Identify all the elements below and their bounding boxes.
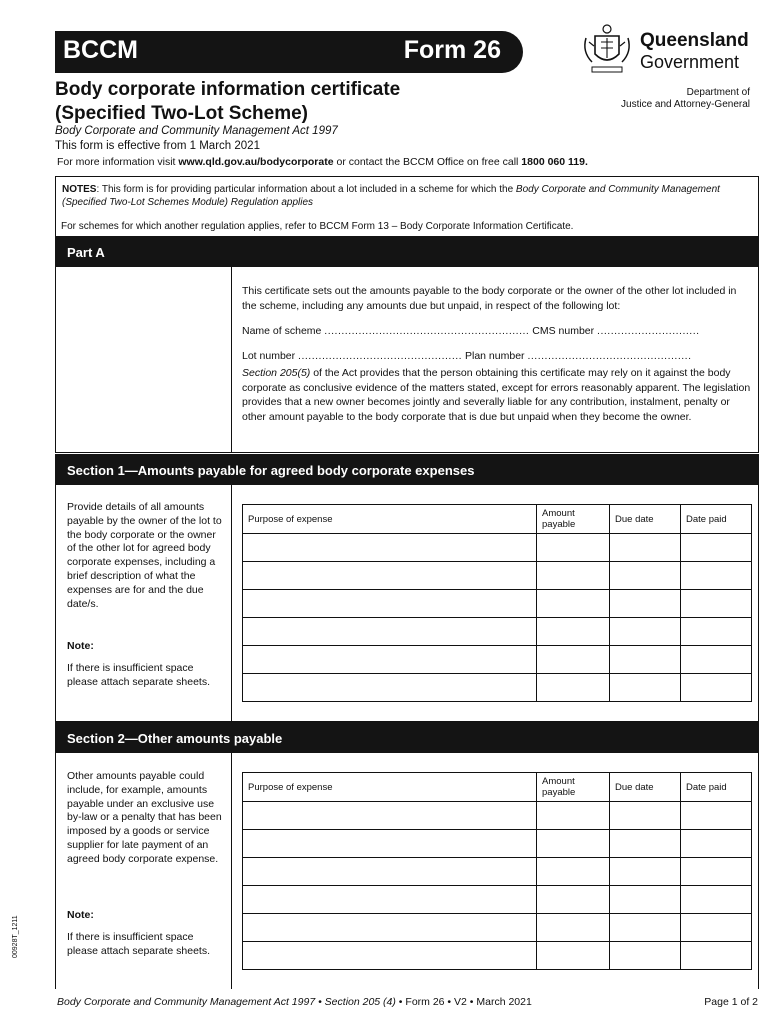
due-date-cell[interactable] bbox=[610, 618, 681, 646]
logo-queensland: Queensland bbox=[640, 30, 749, 51]
section-205-ref: Section 205(5) bbox=[242, 367, 311, 379]
phone-number: 1800 060 119. bbox=[521, 156, 588, 168]
logo-government: Government bbox=[640, 52, 740, 72]
plan-number-field[interactable]: ................................................ bbox=[527, 350, 692, 362]
amount-cell[interactable] bbox=[537, 618, 610, 646]
form-header-bar bbox=[55, 31, 523, 73]
bccm-label: BCCM bbox=[63, 36, 138, 64]
notes-plain: : This form is for providing particular information about a lot included in a scheme for which the bbox=[96, 184, 516, 195]
section-1-heading: Section 1—Amounts payable for agreed body corporate expenses bbox=[55, 454, 759, 485]
effective-prefix: This form is effective from bbox=[55, 140, 187, 152]
department-line-2: Justice and Attorney-General bbox=[621, 99, 750, 110]
table-row bbox=[243, 886, 752, 914]
section-2-description: Other amounts payable could include, for example, amounts payable under an exclusive use by-law or a penalty that has been imposed by a goods or service supplier for late payment of an agreed body corporate expense. bbox=[67, 770, 222, 865]
date-paid-cell[interactable] bbox=[681, 802, 752, 830]
qld-government-logo bbox=[580, 22, 752, 76]
table-row bbox=[243, 942, 752, 970]
due-date-cell[interactable] bbox=[610, 858, 681, 886]
part-a-intro: This certificate sets out the amounts payable to the body corporate or the owner of the other lot included in the scheme, including any amounts due but unpaid, in respect of the following lot: bbox=[242, 285, 737, 312]
form-title bbox=[55, 78, 400, 126]
notes-box bbox=[55, 176, 759, 236]
amount-cell[interactable] bbox=[537, 886, 610, 914]
amount-cell[interactable] bbox=[537, 858, 610, 886]
section-205-note bbox=[242, 366, 752, 424]
due-date-cell[interactable] bbox=[610, 914, 681, 942]
date-paid-cell[interactable] bbox=[681, 534, 752, 562]
date-paid-cell[interactable] bbox=[681, 674, 752, 702]
amount-cell[interactable] bbox=[537, 590, 610, 618]
amount-cell[interactable] bbox=[537, 646, 610, 674]
section-1-note-text: If there is insufficient space please attach separate sheets. bbox=[67, 662, 211, 688]
footer-reference bbox=[57, 996, 532, 1008]
lot-number-label: Lot number bbox=[242, 350, 296, 362]
notes-other-regulation: For schemes for which another regulation applies, refer to BCCM Form 13 – Body Corporate Information Certificate. bbox=[61, 221, 574, 232]
due-date-cell[interactable] bbox=[610, 534, 681, 562]
footer-form-ref: • Form 26 • V2 • March 2021 bbox=[395, 996, 532, 1008]
part-a-heading: Part A bbox=[55, 236, 759, 267]
table-row bbox=[243, 534, 752, 562]
col-due-date: Due date bbox=[610, 505, 681, 534]
more-info-prefix: For more information visit bbox=[57, 156, 176, 168]
effective-date bbox=[55, 140, 260, 152]
col-amount-payable: Amount payable bbox=[537, 773, 610, 802]
purpose-cell[interactable] bbox=[243, 562, 537, 590]
qld-crest-icon bbox=[580, 22, 634, 76]
purpose-cell[interactable] bbox=[243, 802, 537, 830]
more-info bbox=[57, 156, 588, 168]
date-paid-cell[interactable] bbox=[681, 914, 752, 942]
col-date-paid: Date paid bbox=[681, 505, 752, 534]
section-1-note-label: Note: bbox=[67, 640, 94, 652]
purpose-cell[interactable] bbox=[243, 914, 537, 942]
amount-cell[interactable] bbox=[537, 914, 610, 942]
date-paid-cell[interactable] bbox=[681, 886, 752, 914]
col-due-date: Due date bbox=[610, 773, 681, 802]
section-2-table bbox=[242, 772, 752, 970]
table-row bbox=[243, 674, 752, 702]
effective-date-value: 1 March 2021 bbox=[189, 140, 260, 152]
date-paid-cell[interactable] bbox=[681, 562, 752, 590]
part-a-box bbox=[55, 267, 759, 453]
col-purpose: Purpose of expense bbox=[243, 505, 537, 534]
section-1-left-column bbox=[56, 485, 232, 721]
department-line-1: Department of bbox=[686, 87, 750, 98]
lot-number-field[interactable]: ................................................ bbox=[298, 350, 463, 362]
website-link[interactable]: www.qld.gov.au/bodycorporate bbox=[178, 156, 334, 168]
footer-act-ref: Body Corporate and Community Management Act 1997 • Section 205 (4) bbox=[57, 996, 396, 1008]
table-header-row bbox=[243, 505, 752, 534]
date-paid-cell[interactable] bbox=[681, 858, 752, 886]
amount-cell[interactable] bbox=[537, 562, 610, 590]
due-date-cell[interactable] bbox=[610, 674, 681, 702]
table-header-row bbox=[243, 773, 752, 802]
notes-text bbox=[62, 183, 752, 209]
date-paid-cell[interactable] bbox=[681, 618, 752, 646]
plan-number-label: Plan number bbox=[465, 350, 525, 362]
amount-cell[interactable] bbox=[537, 830, 610, 858]
cms-number-field[interactable]: .............................. bbox=[597, 325, 700, 337]
title-line-1: Body corporate information certificate bbox=[55, 79, 401, 100]
due-date-cell[interactable] bbox=[610, 886, 681, 914]
page-number: Page 1 of 2 bbox=[704, 996, 758, 1008]
section-2-left-column bbox=[56, 753, 232, 989]
table-row bbox=[243, 830, 752, 858]
due-date-cell[interactable] bbox=[610, 942, 681, 970]
more-info-mid: or contact the BCCM Office on free call bbox=[336, 156, 519, 168]
part-a-left-column bbox=[56, 267, 232, 452]
notes-regulation: Body Corporate and Community Management (Specified Two-Lot Schemes Module) Regulation applies bbox=[62, 184, 720, 208]
purpose-cell[interactable] bbox=[243, 646, 537, 674]
amount-cell[interactable] bbox=[537, 802, 610, 830]
purpose-cell[interactable] bbox=[243, 830, 537, 858]
date-paid-cell[interactable] bbox=[681, 590, 752, 618]
amount-cell[interactable] bbox=[537, 674, 610, 702]
purpose-cell[interactable] bbox=[243, 674, 537, 702]
date-paid-cell[interactable] bbox=[681, 646, 752, 674]
due-date-cell[interactable] bbox=[610, 646, 681, 674]
purpose-cell[interactable] bbox=[243, 858, 537, 886]
section-2-box bbox=[55, 753, 759, 989]
section-205-text: of the Act provides that the person obtaining this certificate may rely on it against the body corporate as conclusive evidence of the matters stated, except for errors reasonably apparent. The legislation provides that a new owner becomes jointly and severally liable for any contribution, instalment, penalty or other amount payable to the body corporate that is due but unpaid when they become the owner. bbox=[242, 367, 751, 423]
amount-cell[interactable] bbox=[537, 534, 610, 562]
form-number: Form 26 bbox=[403, 36, 501, 64]
section-1-description: Provide details of all amounts payable by the owner of the lot to the body corporate or the owner of the other lot for agreed body corporate expenses, including a brief description of what the expenses are for and the due date/s. bbox=[67, 501, 222, 610]
table-row bbox=[243, 590, 752, 618]
purpose-cell[interactable] bbox=[243, 886, 537, 914]
date-paid-cell[interactable] bbox=[681, 942, 752, 970]
due-date-cell[interactable] bbox=[610, 830, 681, 858]
section-2-heading: Section 2—Other amounts payable bbox=[55, 722, 759, 753]
form-code: 00928T_1211 bbox=[12, 915, 19, 958]
table-row bbox=[243, 562, 752, 590]
section-1-table bbox=[242, 504, 752, 702]
name-of-scheme-field[interactable]: ............................................................ bbox=[324, 325, 530, 337]
section-2-note-text: If there is insufficient space please attach separate sheets. bbox=[67, 931, 211, 957]
table-row bbox=[243, 802, 752, 830]
col-date-paid: Date paid bbox=[681, 773, 752, 802]
purpose-cell[interactable] bbox=[243, 618, 537, 646]
due-date-cell[interactable] bbox=[610, 562, 681, 590]
scheme-row bbox=[242, 324, 752, 339]
amount-cell[interactable] bbox=[537, 942, 610, 970]
title-line-2: (Specified Two-Lot Scheme) bbox=[55, 103, 309, 124]
purpose-cell[interactable] bbox=[243, 534, 537, 562]
notes-label: NOTES bbox=[62, 184, 97, 195]
table-row bbox=[243, 858, 752, 886]
table-row bbox=[243, 646, 752, 674]
table-row bbox=[243, 914, 752, 942]
date-paid-cell[interactable] bbox=[681, 830, 752, 858]
cms-number-label: CMS number bbox=[532, 325, 595, 337]
department-name bbox=[621, 87, 750, 111]
section-2-note-label: Note: bbox=[67, 909, 94, 921]
purpose-cell[interactable] bbox=[243, 942, 537, 970]
due-date-cell[interactable] bbox=[610, 802, 681, 830]
table-row bbox=[243, 618, 752, 646]
section-1-box bbox=[55, 485, 759, 722]
name-of-scheme-label: Name of scheme bbox=[242, 325, 322, 337]
act-name: Body Corporate and Community Management Act 1997 bbox=[55, 125, 338, 137]
due-date-cell[interactable] bbox=[610, 590, 681, 618]
lot-row bbox=[242, 349, 752, 364]
col-amount-payable: Amount payable bbox=[537, 505, 610, 534]
col-purpose: Purpose of expense bbox=[243, 773, 537, 802]
purpose-cell[interactable] bbox=[243, 590, 537, 618]
